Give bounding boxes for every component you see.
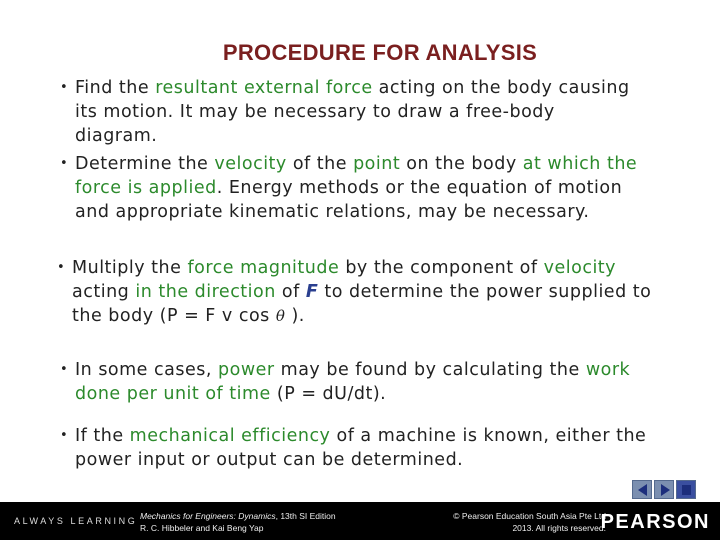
bullet-text [60,424,660,472]
body-text: If the [75,426,130,446]
highlight-text: mechanical efficiency [129,426,331,446]
bullet-item [57,256,677,328]
copyright-line: © Pearson Education South Asia Pte Ltd [453,511,606,521]
slide-navigation [632,480,696,499]
bullet-marker: • [60,156,69,171]
body-text: . Energy methods or the equation of motion and appropriate kinematic relations, may be necessary. [75,178,623,222]
book-edition: , 13th SI Edition [275,511,336,521]
copyright-line: 2013. All rights reserved. [512,523,606,533]
highlight-text: at which the force is applied [75,154,638,198]
body-text: acting on the body causing its motion. It may be necessary to draw a free-body diagram. [75,78,630,146]
body-text: Determine the [75,154,215,174]
body-text: on the body [400,154,523,174]
body-text: may be found by calculating the [274,360,586,380]
body-text: of [275,282,306,302]
bullet-text [60,76,640,148]
end-show-button[interactable] [676,480,696,499]
prev-icon [638,484,647,496]
highlight-text: θ [275,307,286,325]
bullet-item [60,358,660,406]
bullet-item [60,76,640,148]
next-icon [661,484,670,496]
always-learning-tagline: ALWAYS LEARNING [14,516,138,526]
body-text: to determine the power supplied to the body (P = F v cos [72,282,652,326]
body-text: ). [285,306,305,326]
next-slide-button[interactable] [654,480,674,499]
body-text: acting [72,282,136,302]
body-text: Multiply the [72,258,188,278]
stop-icon [682,485,691,495]
prev-slide-button[interactable] [632,480,652,499]
copyright-notice [453,510,606,534]
highlight-text: in the direction [135,282,276,302]
bullet-text [57,256,677,328]
highlight-text: power [218,360,275,380]
book-citation [140,510,336,534]
bullet-marker: • [60,362,69,377]
highlight-text: point [353,154,401,174]
body-text: (P = dU/dt). [270,384,387,404]
highlight-text: velocity [214,154,287,174]
body-text: of the [286,154,354,174]
bullet-item [60,152,660,224]
book-title: Mechanics for Engineers: Dynamics [140,511,276,521]
body-text: by the component of [339,258,544,278]
highlight-text: resultant external force [155,78,373,98]
bullet-text [60,358,660,406]
bullet-item [60,424,660,472]
slide-title: PROCEDURE FOR ANALYSIS [222,40,538,65]
body-text: In some cases, [75,360,218,380]
body-text: Find the [75,78,156,98]
book-authors: R. C. Hibbeler and Kai Beng Yap [140,523,264,533]
highlight-text: velocity [543,258,617,278]
bullet-marker: • [57,260,66,275]
pearson-logo: PEARSON [600,511,710,533]
highlight-text: force magnitude [187,258,340,278]
bullet-marker: • [60,80,69,95]
body-text: of a machine is known, either the power input or output can be determined. [75,426,647,470]
footer-bar [0,502,720,540]
bullet-marker: • [60,428,69,443]
highlight-text: work done per unit of time [75,360,631,404]
highlight-text: F [305,282,319,302]
bullet-text [60,152,660,224]
